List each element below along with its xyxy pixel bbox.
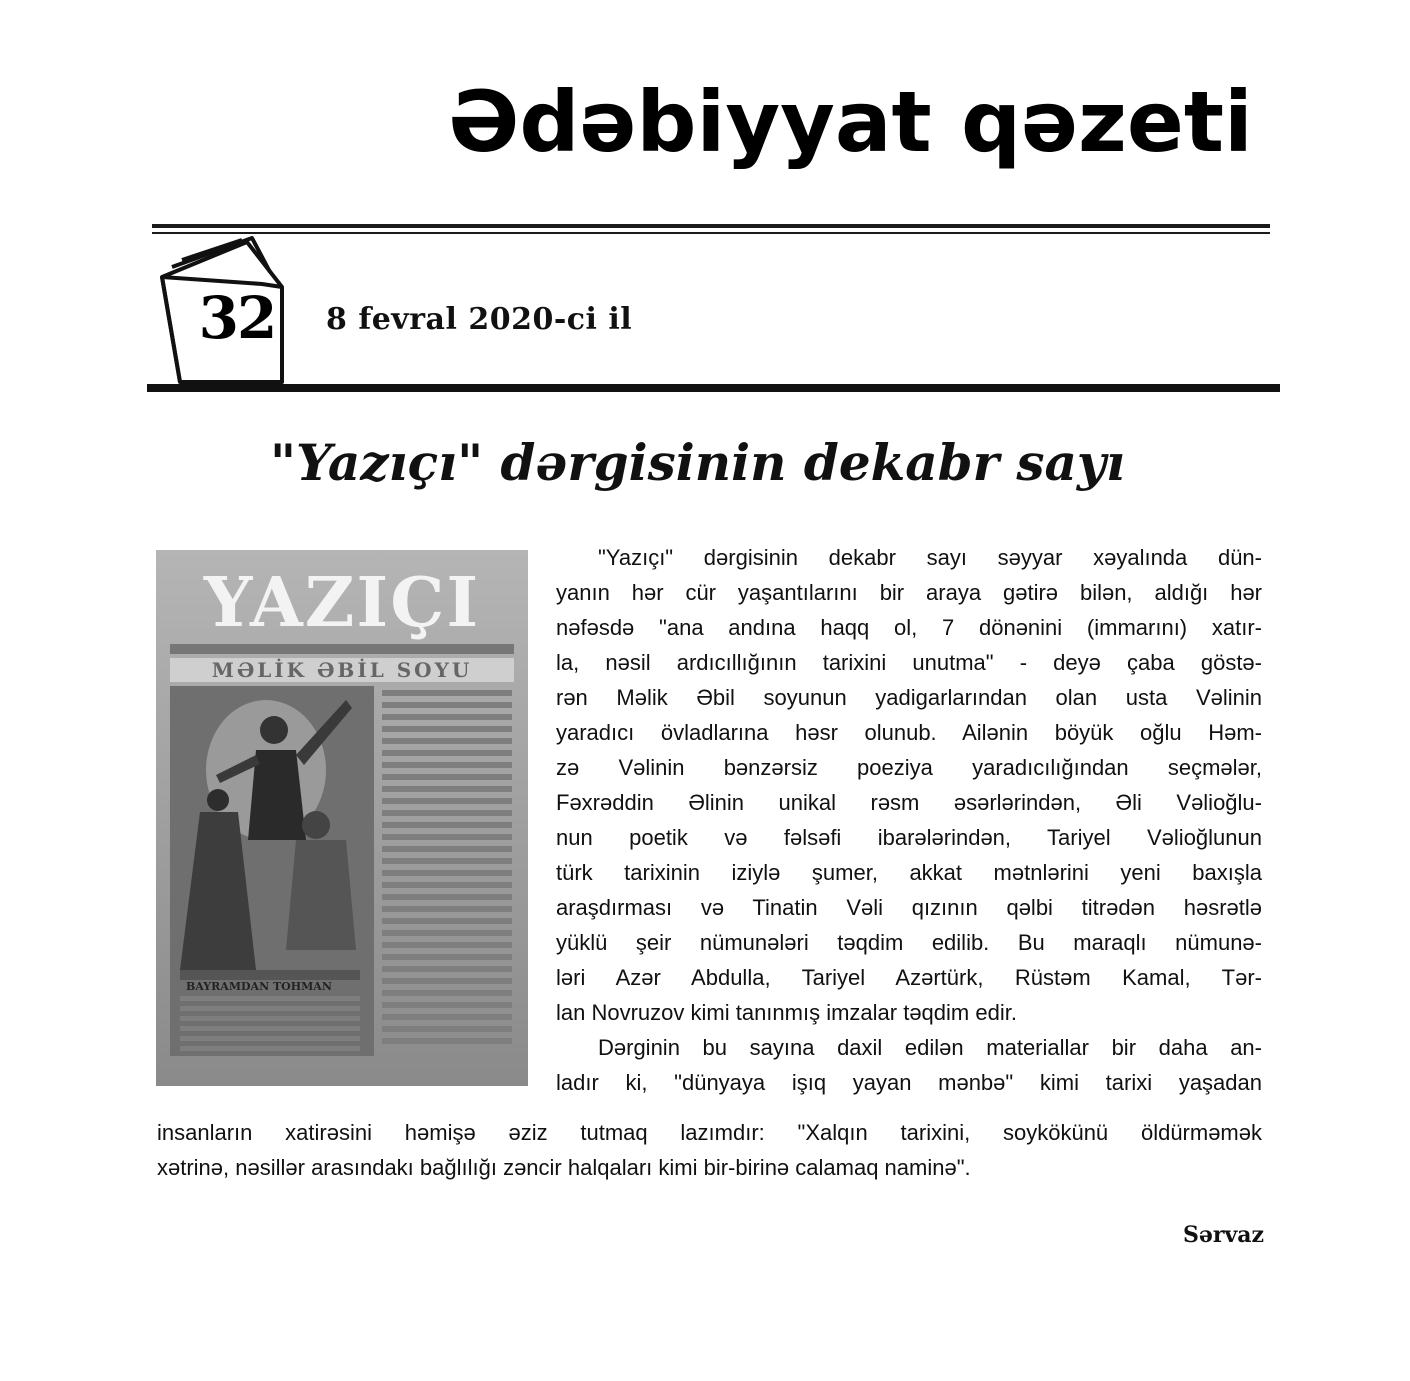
article-body-column bbox=[556, 540, 1262, 1100]
issue-number: 32 bbox=[198, 284, 276, 352]
article-headline: "Yazıçı" dərgisinin dekabr sayı bbox=[270, 433, 1125, 492]
top-rule-thin bbox=[152, 232, 1270, 234]
text-line: yaradıcı övladlarına həsr olunub. Ailənin böyük oğlu Həm- bbox=[556, 720, 1262, 745]
text-line: ləri Azər Abdulla, Tariyel Azərtürk, Rüstəm Kamal, Tər- bbox=[556, 965, 1262, 990]
cover-caption: BAYRAMDAN TOHMAN bbox=[186, 980, 332, 993]
bottom-rule bbox=[147, 384, 1280, 392]
text-line: yüklü şeir nümunələri təqdim edilib. Bu maraqlı nümunə- bbox=[556, 930, 1262, 955]
text-line: xətrinə, nəsillər arasındakı bağlılığı zəncir halqaları kimi bir-birinə calamaq naminə". bbox=[157, 1155, 971, 1180]
text-line: Dərginin bu sayına daxil edilən materiallar bir daha an- bbox=[598, 1035, 1262, 1060]
text-line: rən Məlik Əbil soyunun yadigarlarından olan usta Vəlinin bbox=[556, 685, 1262, 710]
text-line: "Yazıçı" dərgisinin dekabr sayı səyyar xəyalında dün- bbox=[598, 545, 1262, 570]
text-line: nəfəsdə "ana andına haqq ol, 7 dönənini (immarını) xatır- bbox=[556, 615, 1262, 640]
cover-subtitle: MƏLİK ƏBİL SOYU bbox=[211, 658, 473, 682]
text-line: yanın hər cür yaşantılarını bir araya gətirə bilən, aldığı hər bbox=[556, 580, 1262, 605]
text-line: la, nəsil ardıcıllığının tarixini unutma" - deyə çaba göstə- bbox=[556, 650, 1262, 675]
text-line: türk tarixinin iziylə şumer, akkat mətnlərini yeni baxışla bbox=[556, 860, 1262, 885]
text-line: araşdırması və Tinatin Vəli qızının qəlbi titrədən həsrətlə bbox=[556, 895, 1262, 920]
text-line: lan Novruzov kimi tanınmış imzalar təqdim edir. bbox=[556, 1000, 1017, 1025]
newspaper-masthead: Ədəbiyyat qəzeti bbox=[448, 73, 1253, 171]
top-rule bbox=[152, 224, 1270, 228]
issue-date: 8 fevral 2020-ci il bbox=[326, 302, 633, 337]
article-body-full-width bbox=[157, 1115, 1262, 1185]
cover-title: YAZIÇI bbox=[203, 563, 481, 643]
text-line: zə Vəlinin bənzərsiz poeziya yaradıcılığından seçmələr, bbox=[556, 755, 1262, 780]
article-author: Sərvaz bbox=[1182, 1222, 1264, 1248]
magazine-cover-image bbox=[156, 550, 528, 1086]
text-line: nun poetik və fəlsəfi ibarələrindən, Tariyel Vəlioğlunun bbox=[556, 825, 1262, 850]
text-line: Fəxrəddin Əlinin unikal rəsm əsərlərindən, Əli Vəlioğlu- bbox=[556, 790, 1262, 815]
text-line: insanların xatirəsini həmişə əziz tutmaq lazımdır: "Xalqın tarixini, soykökünü öldürməmək bbox=[157, 1120, 1262, 1145]
text-line: ladır ki, "dünyaya işıq yayan mənbə" kimi tarixi yaşadan bbox=[556, 1070, 1262, 1095]
